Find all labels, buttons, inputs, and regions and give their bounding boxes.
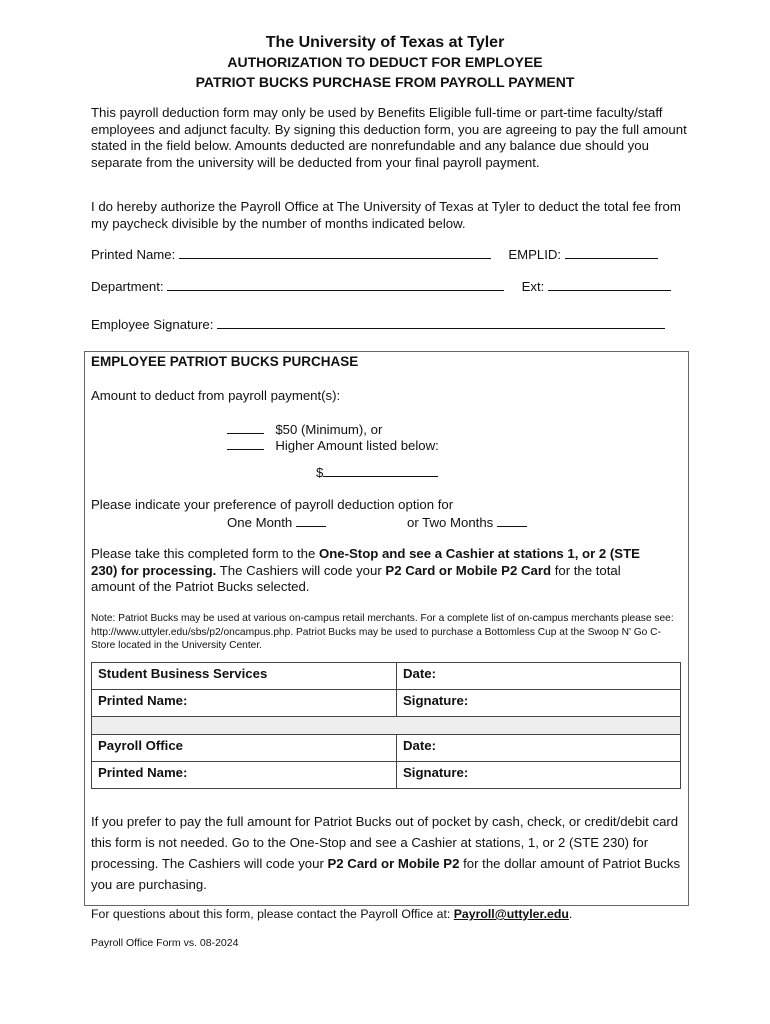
- contact-text: For questions about this form, please contact the Payroll Office at:: [91, 907, 454, 921]
- one-month-option: [227, 514, 326, 530]
- printed-name-label: Printed Name:: [91, 247, 176, 262]
- take-text-3: The Cashiers will code your: [216, 562, 386, 578]
- sbs-signature-cell[interactable]: Signature:: [397, 690, 681, 717]
- contact-end: .: [568, 907, 573, 921]
- higher-amount-check-field[interactable]: [227, 437, 264, 450]
- min-amount-label: $50 (Minimum), or: [275, 422, 383, 437]
- employee-signature-field[interactable]: [217, 316, 665, 329]
- ext-label: Ext:: [521, 279, 545, 294]
- intro-paragraph: This payroll deduction form may only be used by Benefits Eligible full-time or part-time faculty/staff employees and adjunct faculty. By signing this deduction form, you are agreeing to pay the full amount stated in the field below. Amounts deducted are nonrefundable and any balance due should you separate from the university will be deducted from your final payroll payment.: [91, 105, 687, 170]
- payroll-date-cell[interactable]: Date:: [397, 735, 681, 762]
- ext-field[interactable]: [548, 278, 671, 291]
- take-text-1: Please take this completed form to the: [91, 546, 319, 561]
- pay-out-of-pocket-paragraph: [91, 811, 686, 895]
- final-text-2: P2 Card or Mobile P2: [327, 856, 460, 871]
- payroll-signature-cell[interactable]: Signature:: [397, 762, 681, 789]
- form-title-line1: AUTHORIZATION TO DEDUCT FOR EMPLOYEE: [227, 54, 543, 70]
- authorization-paragraph: I do hereby authorize the Payroll Office at The University of Texas at Tyler to deduct the total fee from my paycheck divisible by the number of months indicated below.: [91, 199, 681, 231]
- purchase-section-title: EMPLOYEE PATRIOT BUCKS PURCHASE: [91, 354, 359, 369]
- department-row: [91, 278, 671, 294]
- university-title: The University of Texas at Tyler: [265, 34, 505, 51]
- table-spacer-row: [92, 717, 681, 735]
- higher-amount-option: [227, 437, 439, 453]
- amount-label: Amount to deduct from payroll payment(s):: [91, 388, 341, 403]
- department-field[interactable]: [167, 278, 504, 291]
- emplid-field[interactable]: [565, 246, 658, 259]
- table-row: [92, 663, 681, 690]
- sbs-date-cell[interactable]: Date:: [397, 663, 681, 690]
- table-row: [92, 735, 681, 762]
- form-title-line2: PATRIOT BUCKS PURCHASE FROM PAYROLL PAYMENT: [195, 74, 575, 90]
- printed-name-row: [91, 246, 658, 262]
- one-month-label: One Month: [227, 515, 293, 530]
- form-header: [0, 33, 770, 92]
- two-months-field[interactable]: [497, 514, 527, 527]
- payroll-office-cell: Payroll Office: [92, 735, 397, 762]
- dollar-sign: $: [316, 465, 324, 480]
- spacer-cell: [92, 717, 681, 735]
- emplid-label: EMPLID:: [508, 247, 562, 262]
- two-months-label: or Two Months: [407, 515, 494, 530]
- take-text-2: One-Stop and see a Cashier at stations 1, or 2 (STE 230) for processing.: [91, 546, 640, 578]
- form-version: Payroll Office Form vs. 08-2024: [91, 937, 239, 949]
- take-text-4: P2 Card or Mobile P2 Card: [385, 562, 552, 578]
- preference-label: Please indicate your preference of payroll deduction option for: [91, 497, 454, 512]
- table-row: [92, 762, 681, 789]
- department-label: Department:: [91, 279, 164, 294]
- one-month-field[interactable]: [296, 514, 326, 527]
- min-amount-check-field[interactable]: [227, 421, 264, 434]
- payroll-printed-name-cell[interactable]: Printed Name:: [92, 762, 397, 789]
- dollar-amount-field[interactable]: [323, 464, 438, 477]
- patriot-bucks-note: Note: Patriot Bucks may be used at various on-campus retail merchants. For a complete list of on-campus merchants please see: http://www.uttyler.edu/sbs/p2/oncampus.php. Patriot Bucks may be used to purchase a Bottomless Cup at the Swoop N' Go C-Store located in the University Center.: [91, 613, 674, 651]
- sbs-printed-name-cell[interactable]: Printed Name:: [92, 690, 397, 717]
- take-text-5: for the total amount of the Patriot Bucks selected.: [91, 562, 621, 594]
- payroll-email-link[interactable]: Payroll@uttyler.edu: [453, 907, 569, 921]
- higher-amount-label: Higher Amount listed below:: [275, 438, 439, 453]
- printed-name-field[interactable]: [179, 246, 491, 259]
- min-amount-option: [227, 421, 382, 437]
- final-text-1: If you prefer to pay the full amount for Patriot Bucks out of pocket by cash, check, or credit/debit card this form is not needed. Go to the One-Stop and see a Cashier at stations, 1, or 2 (STE 230) for processing. The Cashiers will code your: [91, 814, 679, 871]
- signature-row: [91, 316, 665, 332]
- contact-line: [91, 907, 572, 921]
- two-months-option: [407, 514, 527, 530]
- dollar-amount-row: [316, 464, 438, 480]
- table-row: [92, 690, 681, 717]
- employee-signature-label: Employee Signature:: [91, 317, 214, 332]
- take-form-paragraph: [91, 546, 666, 596]
- sbs-cell: Student Business Services: [92, 663, 397, 690]
- final-text-3: for the dollar amount of Patriot Bucks you are purchasing.: [91, 856, 681, 892]
- office-signature-table: [91, 662, 681, 789]
